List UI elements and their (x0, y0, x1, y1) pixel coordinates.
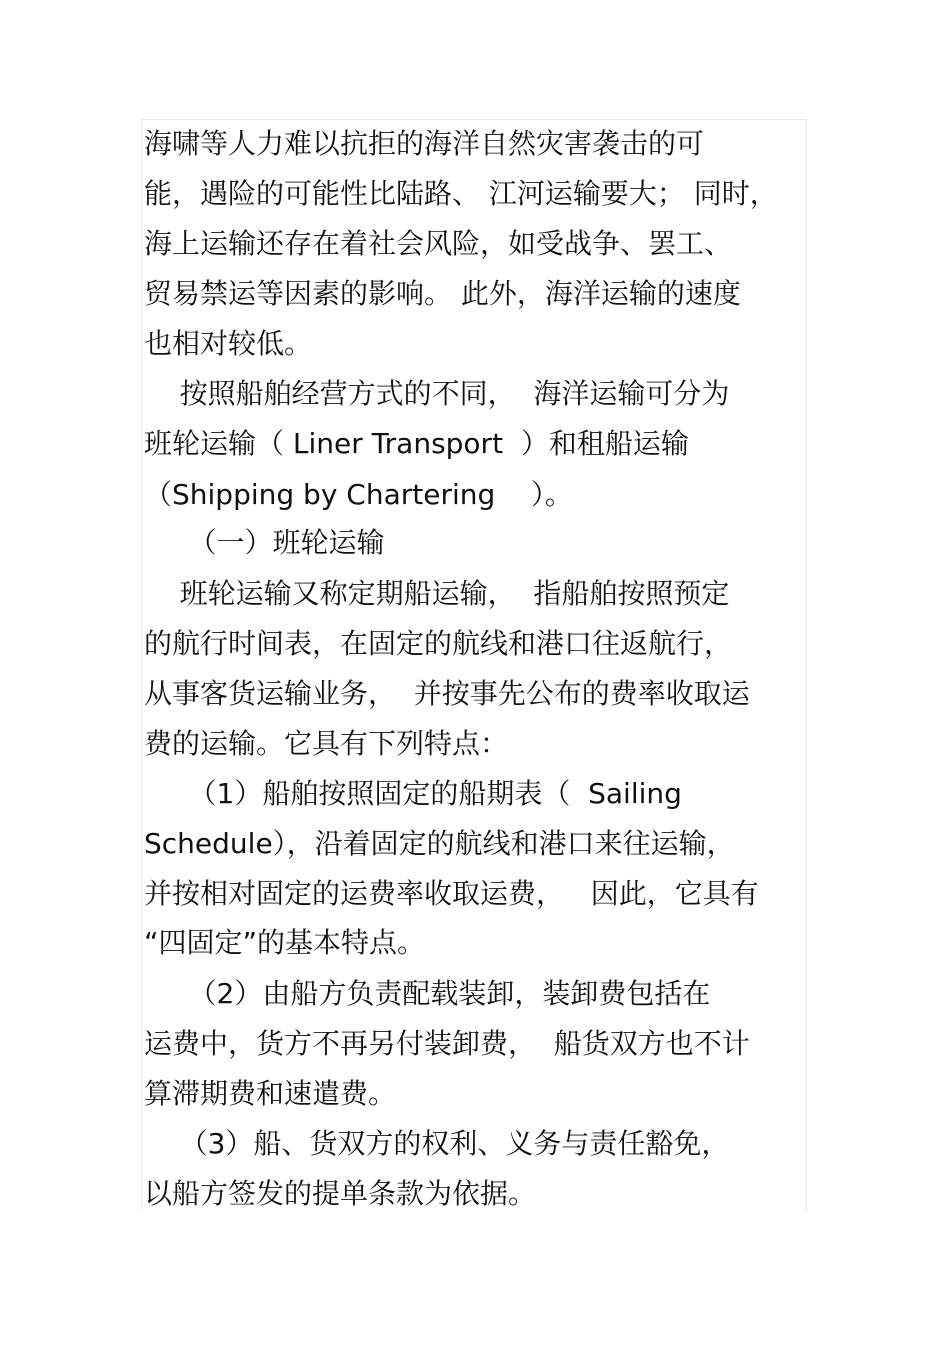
text-line: （3）船、货双方的权利、义务与责任豁免， (144, 1127, 730, 1160)
text-line: 以船方签发的提单条款为依据。 (144, 1177, 537, 1210)
text-line: 也相对较低。 (144, 327, 313, 360)
text-line: 运费中，货方不再另付装卸费， 船货双方也不计 (144, 1027, 750, 1060)
text-line: “四固定”的基本特点。 (144, 926, 426, 959)
text-line: 能，遇险的可能性比陆路、 江河运输要大； 同时， (144, 177, 778, 210)
text-line: 算滞期费和速遣费。 (144, 1077, 397, 1110)
text-line: 费的运输。它具有下列特点： (144, 727, 509, 760)
text-line: （1）船舶按照固定的船期表（ Sailing (144, 777, 682, 810)
text-line: 并按相对固定的运费率收取运费， 因此，它具有 (144, 877, 759, 910)
section-heading: （一）班轮运输 (144, 526, 385, 559)
text-line: 海上运输还存在着社会风险，如受战争、罢工、 (144, 227, 733, 260)
text-line: 贸易禁运等因素的影响。 此外，海洋运输的速度 (144, 277, 741, 310)
text-line: 从事客货运输业务， 并按事先公布的费率收取运 (144, 677, 750, 710)
text-line: 按照船舶经营方式的不同， 海洋运输可分为 (144, 377, 730, 410)
text-line: 班轮运输又称定期船运输， 指船舶按照预定 (144, 577, 730, 610)
text-line: （Shipping by Chartering ）。 (144, 478, 573, 511)
text-line: 的航行时间表，在固定的航线和港口往返航行， (144, 627, 733, 660)
text-line: 班轮运输（ Liner Transport ）和租船运输 (144, 427, 689, 460)
text-line: Schedule），沿着固定的航线和港口来往运输， (144, 827, 735, 860)
text-line: 海啸等人力难以抗拒的海洋自然灾害袭击的可 (144, 127, 705, 160)
text-line: （2）由船方负责配载装卸，装卸费包括在 (144, 977, 711, 1010)
